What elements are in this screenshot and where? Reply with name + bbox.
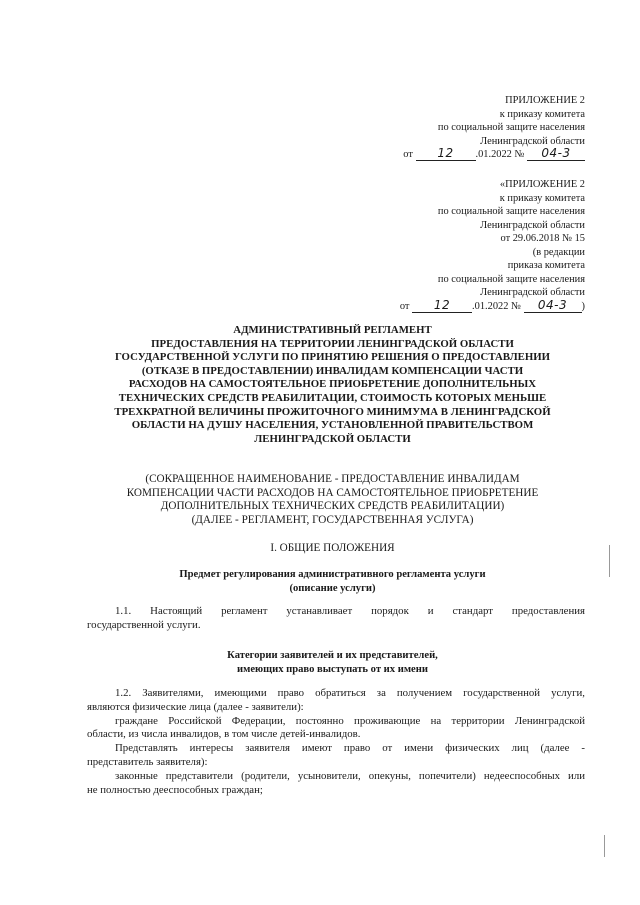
paragraph-1-2 [87,687,585,797]
title-line: АДМИНИСТРАТИВНЫЙ РЕГЛАМЕНТ [233,324,432,336]
order-number: 04-3 [541,146,571,160]
scan-mark [604,835,605,857]
date-rest: .01.2022 № [475,149,525,160]
scan-mark [609,545,610,577]
closing-paren: ) [581,300,585,312]
paragraph-1-1 [87,605,585,633]
appendix-committee-line-2: по социальной защите населения [437,273,585,285]
appendix-order-line-2: приказа комитета [507,260,585,271]
paragraph-line: 1.2. Заявителями, имеющими право обратиться за получением государственной услуги, [115,687,585,699]
paragraph-line: являются физические лица (далее - заявители): [87,700,304,713]
date-prefix: от [399,300,410,312]
date-day: 12 [437,146,454,160]
appendix-header-original [400,178,585,313]
paragraph-line: граждане Российской Федерации, постоянно проживающие на территории Ленинградской [115,714,585,727]
title-line: ПРЕДОСТАВЛЕНИЯ НА ТЕРРИТОРИИ ЛЕНИНГРАДСКОЙ ОБЛАСТИ [151,337,514,350]
categories-heading [80,649,585,677]
short-name-line: (СОКРАЩЕННОЕ НАИМЕНОВАНИЕ - ПРЕДОСТАВЛЕНИЕ ИНВАЛИДАМ [145,473,520,485]
paragraph-line: Представлять интересы заявителя имеют право от имени физических лиц (далее - [115,742,585,755]
date-day-field [412,297,472,313]
subject-heading [80,568,585,596]
appendix-date-line [399,297,585,314]
appendix-order-line: к приказу комитета [499,108,585,120]
categories-heading-line: Категории заявителей и их представителей, [227,650,438,661]
title-line: ГОСУДАРСТВЕННОЙ УСЛУГИ ПО ПРИНЯТИЮ РЕШЕНИЯ О ПРЕДОСТАВЛЕНИИ [114,351,551,364]
order-number-field [524,297,582,313]
short-name-line: (ДАЛЕЕ - РЕГЛАМЕНТ, ГОСУДАРСТВЕННАЯ УСЛУГА) [191,513,474,526]
appendix-edition-line: (в редакции [532,246,585,258]
section-heading: I. ОБЩИЕ ПОЛОЖЕНИЯ [270,542,395,554]
order-number: 04-3 [537,297,568,312]
title-line: РАСХОДОВ НА САМОСТОЯТЕЛЬНОЕ ПРИОБРЕТЕНИЕ ДОПОЛНИТЕЛЬНЫХ [128,378,537,391]
appendix-region-line: Ленинградской области [480,219,585,231]
appendix-title: ПРИЛОЖЕНИЕ 2 [505,95,585,106]
title-line: ТРЕХКРАТНОЙ ВЕЛИЧИНЫ ПРОЖИТОЧНОГО МИНИМУМА В ЛЕНИНГРАДСКОЙ [114,405,551,418]
appendix-date-line [403,148,585,162]
categories-heading-line: имеющих право выступать от их имени [237,664,428,675]
order-number-field [527,148,585,161]
appendix-region-line-2: Ленинградской области [480,287,585,298]
short-name-line: КОМПЕНСАЦИИ ЧАСТИ РАСХОДОВ НА САМОСТОЯТЕЛЬНОЕ ПРИОБРЕТЕНИЕ [126,486,539,499]
paragraph-line: не полностью дееспособных граждан; [87,783,263,796]
regulation-title [80,324,585,446]
paragraph-line: государственной услуги. [87,618,201,631]
title-line: ОБЛАСТИ НА ДУШУ НАСЕЛЕНИЯ, УСТАНОВЛЕННОЙ ПРАВИТЕЛЬСТВОМ [131,419,534,432]
paragraph-line: области, из числа инвалидов, в том числе детей-инвалидов. [87,728,361,741]
paragraph-line: законные представители (родители, усыновители, опекуны, попечители) недееспособных или [115,769,585,782]
date-day: 12 [433,297,451,312]
appendix-committee-line: по социальной защите населения [437,122,585,133]
appendix-committee-line: по социальной защите населения [437,206,585,217]
title-line: (ОТКАЗЕ В ПРЕДОСТАВЛЕНИИ) ИНВАЛИДАМ КОМПЕНСАЦИИ ЧАСТИ [141,364,524,377]
title-line: ЛЕНИНГРАДСКОЙ ОБЛАСТИ [254,432,411,445]
short-name-block [80,473,585,527]
appendix-title: «ПРИЛОЖЕНИЕ 2 [499,179,585,190]
title-line: ТЕХНИЧЕСКИХ СРЕДСТВ РЕАБИЛИТАЦИИ, СТОИМОСТЬ КОТОРЫХ МЕНЬШЕ [118,391,547,404]
appendix-region-line: Ленинградской области [480,135,585,147]
short-name-line: ДОПОЛНИТЕЛЬНЫХ ТЕХНИЧЕСКИХ СРЕДСТВ РЕАБИЛИТАЦИИ) [160,500,505,513]
paragraph-line: представитель заявителя): [87,755,208,768]
subject-heading-line: Предмет регулирования административного регламента услуги [179,569,486,580]
appendix-order-line: к приказу комитета [499,192,585,204]
date-rest: .01.2022 № [472,300,521,312]
paragraph-line: 1.1. Настоящий регламент устанавливает порядок и стандарт предоставления [115,605,585,617]
date-prefix: от [403,149,413,160]
appendix-header-current [403,94,585,162]
appendix-original-date: от 29.06.2018 № 15 [500,233,585,244]
date-day-field [416,148,476,161]
subject-heading-line: (описание услуги) [289,583,376,594]
